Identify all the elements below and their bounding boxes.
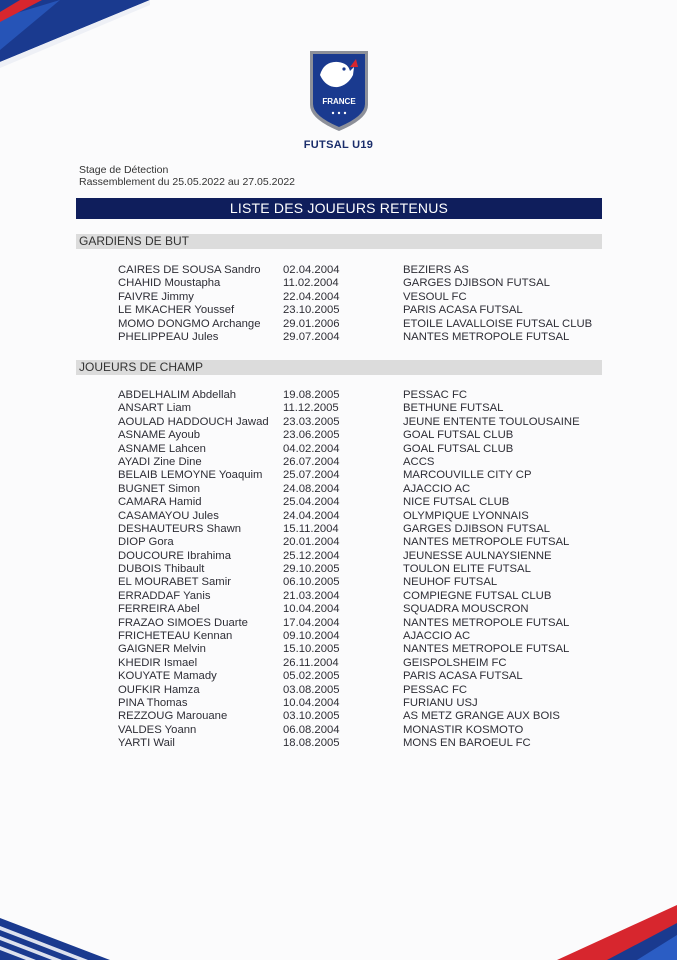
stage-dates: Rassemblement du 25.05.2022 au 27.05.2022 [79, 176, 295, 188]
player-row [0, 304, 677, 317]
list-title: LISTE DES JOUEURS RETENUS [76, 198, 602, 219]
player-birthdate: 10.04.2004 [283, 603, 340, 616]
player-club: AS METZ GRANGE AUX BOIS [403, 710, 560, 723]
player-name: DOUCOURE Ibrahima [118, 549, 231, 562]
player-birthdate: 26.11.2004 [283, 656, 339, 669]
player-name: CASAMAYOU Jules [118, 509, 219, 522]
player-birthdate: 23.06.2005 [283, 429, 340, 442]
team-caption: FUTSAL U19 [303, 139, 374, 151]
player-row [0, 617, 677, 630]
player-row [0, 496, 677, 509]
player-name: KHEDIR Ismael [118, 656, 198, 669]
player-birthdate: 04.02.2004 [283, 442, 340, 455]
player-name: FRICHETEAU Kennan [118, 630, 233, 643]
player-club: PESSAC FC [403, 683, 468, 696]
player-row [0, 469, 677, 482]
player-row [0, 291, 677, 304]
player-club: JEUNE ENTENTE TOULOUSAINE [403, 415, 580, 428]
player-row [0, 416, 677, 429]
section-heading: JOUEURS DE CHAMP [79, 360, 204, 374]
player-row [0, 523, 677, 536]
player-club: GARGES DJIBSON FUTSAL [403, 522, 550, 535]
player-name: FAIVRE Jimmy [118, 290, 194, 303]
player-name: YARTI Wail [118, 737, 175, 750]
player-row [0, 318, 677, 331]
stage-title: Stage de Détection [79, 164, 169, 176]
player-row [0, 510, 677, 523]
player-name: EL MOURABET Samir [118, 576, 231, 589]
player-birthdate: 15.10.2005 [283, 643, 340, 656]
player-row [0, 576, 677, 589]
player-name: FRAZAO SIMOES Duarte [118, 616, 248, 629]
field-players-list [0, 389, 677, 751]
player-name: CAIRES DE SOUSA Sandro [118, 264, 261, 276]
player-club: COMPIEGNE FUTSAL CLUB [403, 589, 552, 602]
player-name: PHELIPPEAU Jules [118, 330, 219, 343]
player-row [0, 402, 677, 415]
player-row [0, 724, 677, 737]
player-name: AOULAD HADDOUCH Jawad [118, 415, 269, 428]
player-birthdate: 23.10.2005 [283, 304, 340, 317]
section-heading: GARDIENS DE BUT [79, 234, 190, 248]
player-club: BEZIERS AS [403, 264, 469, 276]
player-row [0, 670, 677, 683]
player-birthdate: 06.10.2005 [283, 576, 340, 589]
player-birthdate: 02.04.2004 [283, 264, 340, 276]
player-name: PINA Thomas [118, 696, 188, 709]
player-name: DESHAUTEURS Shawn [118, 522, 242, 535]
player-birthdate: 23.03.2005 [283, 415, 340, 428]
player-birthdate: 06.08.2004 [283, 723, 340, 736]
player-name: KOUYATE Mamady [118, 670, 217, 683]
player-row [0, 697, 677, 710]
player-birthdate: 29.01.2006 [283, 317, 340, 330]
player-birthdate: 05.02.2005 [283, 670, 340, 683]
player-birthdate: 25.04.2004 [283, 496, 340, 509]
player-club: FURIANU USJ [403, 696, 478, 709]
player-club: PARIS ACASA FUTSAL [403, 304, 523, 317]
player-birthdate: 19.08.2005 [283, 389, 340, 401]
section-goalkeepers [76, 234, 602, 249]
stage-info [79, 164, 295, 188]
player-birthdate: 03.08.2005 [283, 683, 340, 696]
player-birthdate: 22.04.2004 [283, 290, 340, 303]
player-club: GOAL FUTSAL CLUB [403, 442, 514, 455]
player-row [0, 264, 677, 277]
player-row [0, 456, 677, 469]
player-name: REZZOUG Marouane [118, 710, 228, 723]
player-row [0, 563, 677, 576]
player-club: NEUHOF FUTSAL [403, 576, 498, 589]
player-row [0, 536, 677, 549]
player-club: ETOILE LAVALLOISE FUTSAL CLUB [403, 317, 593, 330]
section-field-players [76, 360, 602, 375]
player-club: MONS EN BAROEUL FC [403, 737, 531, 750]
player-name: BUGNET Simon [118, 482, 201, 495]
fff-crest-logo [304, 47, 374, 133]
player-birthdate: 18.08.2005 [283, 737, 340, 750]
player-birthdate: 11.02.2004 [283, 277, 339, 290]
player-name: LE MKACHER Youssef [118, 304, 235, 317]
player-name: MOMO DONGMO Archange [118, 317, 261, 330]
player-club: AJACCIO AC [403, 482, 471, 495]
player-club: BETHUNE FUTSAL [403, 402, 504, 415]
player-birthdate: 17.04.2004 [283, 616, 340, 629]
player-club: SQUADRA MOUSCRON [403, 603, 529, 616]
player-birthdate: 25.12.2004 [283, 549, 340, 562]
player-birthdate: 09.10.2004 [283, 630, 340, 643]
player-club: ACCS [403, 455, 435, 468]
player-row [0, 630, 677, 643]
player-name: CHAHID Moustapha [118, 277, 221, 290]
player-club: MARCOUVILLE CITY CP [403, 469, 532, 482]
player-club: TOULON ELITE FUTSAL [403, 563, 531, 576]
player-club: NANTES METROPOLE FUTSAL [403, 536, 570, 549]
player-club: GEISPOLSHEIM FC [403, 656, 507, 669]
stripes-corner-bottom-left [0, 908, 150, 960]
player-name: ANSART Liam [118, 402, 192, 415]
player-club: JEUNESSE AULNAYSIENNE [403, 549, 552, 562]
player-birthdate: 29.10.2005 [283, 563, 340, 576]
player-row [0, 710, 677, 723]
player-birthdate: 11.12.2005 [283, 402, 339, 415]
player-row [0, 429, 677, 442]
player-row [0, 443, 677, 456]
player-name: GAIGNER Melvin [118, 643, 206, 656]
player-row [0, 590, 677, 603]
player-club: GOAL FUTSAL CLUB [403, 429, 514, 442]
player-row [0, 331, 677, 344]
goalkeepers-list [0, 264, 677, 344]
player-birthdate: 29.07.2004 [283, 330, 340, 343]
player-name: ABDELHALIM Abdellah [118, 389, 237, 401]
svg-text:FRANCE: FRANCE [322, 97, 356, 106]
player-row [0, 684, 677, 697]
player-birthdate: 15.11.2004 [283, 522, 339, 535]
player-row [0, 603, 677, 616]
player-birthdate: 21.03.2004 [283, 589, 340, 602]
tricolor-corner-bottom-right [547, 905, 677, 960]
tricolor-corner-top-left [0, 0, 150, 70]
player-club: PESSAC FC [403, 389, 468, 401]
player-birthdate: 20.01.2004 [283, 536, 340, 549]
player-row [0, 737, 677, 750]
player-name: VALDES Yoann [118, 723, 197, 736]
player-club: NANTES METROPOLE FUTSAL [403, 616, 570, 629]
player-birthdate: 03.10.2005 [283, 710, 340, 723]
player-row [0, 483, 677, 496]
player-name: DUBOIS Thibault [118, 563, 205, 576]
player-row [0, 643, 677, 656]
player-name: BELAIB LEMOYNE Yoaquim [118, 469, 263, 482]
player-name: ASNAME Lahcen [118, 442, 206, 455]
player-name: FERREIRA Abel [118, 603, 200, 616]
player-name: AYADI Zine Dine [118, 455, 202, 468]
player-club: GARGES DJIBSON FUTSAL [403, 277, 550, 290]
player-club: MONASTIR KOSMOTO [403, 723, 524, 736]
player-club: NANTES METROPOLE FUTSAL [403, 643, 570, 656]
player-birthdate: 24.08.2004 [283, 482, 340, 495]
player-name: ERRADDAF Yanis [118, 589, 211, 602]
player-row [0, 550, 677, 563]
player-name: OUFKIR Hamza [118, 683, 200, 696]
player-club: OLYMPIQUE LYONNAIS [403, 509, 529, 522]
player-club: NANTES METROPOLE FUTSAL [403, 330, 570, 343]
player-club: PARIS ACASA FUTSAL [403, 670, 523, 683]
player-row [0, 277, 677, 290]
player-club: NICE FUTSAL CLUB [403, 496, 510, 509]
player-birthdate: 26.07.2004 [283, 455, 340, 468]
player-club: VESOUL FC [403, 290, 467, 303]
player-row [0, 389, 677, 402]
player-birthdate: 24.04.2004 [283, 509, 340, 522]
player-club: AJACCIO AC [403, 630, 471, 643]
player-row [0, 657, 677, 670]
player-birthdate: 25.07.2004 [283, 469, 340, 482]
player-birthdate: 10.04.2004 [283, 696, 340, 709]
player-name: DIOP Gora [118, 536, 174, 549]
player-name: CAMARA Hamid [118, 496, 202, 509]
player-name: ASNAME Ayoub [118, 429, 201, 442]
